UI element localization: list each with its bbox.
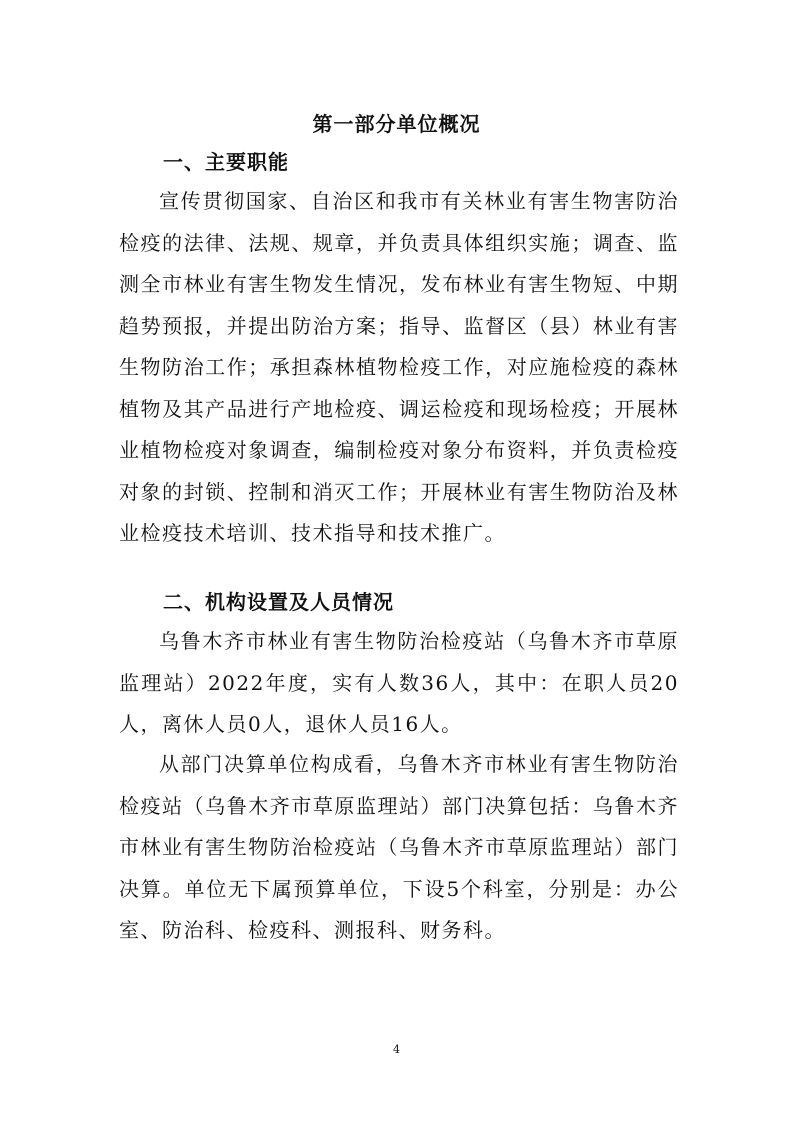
main-functions-paragraph: 宣传贯彻国家、自治区和我市有关林业有害生物害防治检疫的法律、法规、规章，并负责具体组织实施；调查、监测全市林业有害生物发生情况，发布林业有害生物短、中期趋势预报，并提出防治方案；指导、监督区（县）林业有害生物防治工作；承担森林植物检疫工作，对应施检疫的森林植物及其产品进行产地检疫、调运检疫和现场检疫；开展林业植物检疫对象调查，编制检疫对象分布资料，并负责检疫对象的封锁、控制和消灭工作；开展林业有害生物防治及林业检疫技术培训、技术指导和技术推广。 bbox=[119, 189, 679, 545]
part-title: 第一部分单位概况 bbox=[312, 112, 481, 136]
section-heading-organization: 二、机构设置及人员情况 bbox=[163, 590, 394, 614]
page-number: 4 bbox=[393, 1043, 400, 1056]
section-heading-main-functions: 一、主要职能 bbox=[163, 150, 289, 174]
staffing-paragraph: 乌鲁木齐市林业有害生物防治检疫站（乌鲁木齐市草原监理站）2022年度，实有人数36人，其中：在职人员20人，离休人员0人，退休人员16人。 bbox=[119, 629, 679, 736]
budget-units-paragraph: 从部门决算单位构成看，乌鲁木齐市林业有害生物防治检疫站（乌鲁木齐市草原监理站）部门决算包括：乌鲁木齐市林业有害生物防治检疫站（乌鲁木齐市草原监理站）部门决算。单位无下属预算单位，下设5个科室，分别是：办公室、防治科、检疫科、测报科、财务科。 bbox=[119, 752, 679, 942]
